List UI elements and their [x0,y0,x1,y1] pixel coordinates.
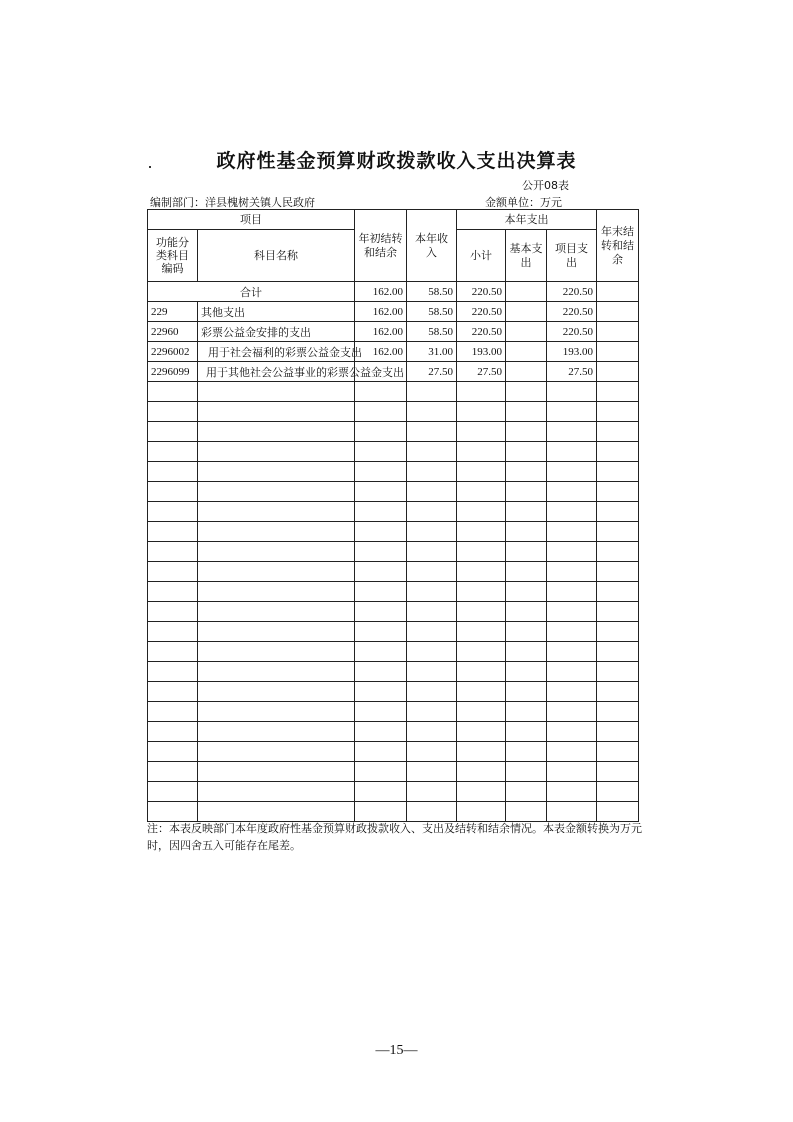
empty-cell [148,682,198,702]
empty-cell [457,662,506,682]
empty-cell [198,462,355,482]
department-label: 编制部门：洋县槐树关镇人民政府 [150,196,315,209]
empty-cell [148,522,198,542]
empty-cell [506,462,547,482]
row-income: 58.50 [407,302,457,322]
total-basic [506,282,547,302]
empty-cell [198,382,355,402]
empty-cell [355,482,407,502]
empty-cell [457,802,506,822]
empty-cell [597,682,639,702]
empty-cell [457,382,506,402]
empty-cell [597,442,639,462]
empty-cell [355,382,407,402]
empty-cell [407,682,457,702]
form-number: 公开08表 [522,179,569,192]
empty-cell [148,802,198,822]
empty-cell [547,482,597,502]
empty-cell [148,562,198,582]
empty-cell [407,442,457,462]
footnote: 注：本表反映部门本年度政府性基金预算财政拨款收入、支出及结转和结余情况。本表金额转换为万元时，因四舍五入可能存在尾差。 [147,822,642,852]
row-basic [506,362,547,382]
header-expense: 本年支出 [457,210,597,230]
empty-cell [198,722,355,742]
empty-cell [597,722,639,742]
empty-cell [355,542,407,562]
empty-cell [198,742,355,762]
header-basic-expense: 基本支出 [506,230,547,282]
empty-cell [355,702,407,722]
empty-cell [597,402,639,422]
empty-cell [148,442,198,462]
empty-cell [198,682,355,702]
empty-cell [547,522,597,542]
empty-cell [506,402,547,422]
empty-cell [547,382,597,402]
empty-cell [198,782,355,802]
empty-cell [148,402,198,422]
total-begin-balance: 162.00 [355,282,407,302]
empty-cell [148,482,198,502]
empty-cell [597,802,639,822]
row-income: 27.50 [407,362,457,382]
total-row [148,282,639,302]
empty-cell [355,582,407,602]
total-income: 58.50 [407,282,457,302]
empty-cell [597,582,639,602]
table-row [148,302,639,322]
empty-cell [547,722,597,742]
empty-cell [148,742,198,762]
empty-cell [355,742,407,762]
empty-cell [355,682,407,702]
empty-cell [407,562,457,582]
row-end [597,322,639,342]
empty-cell [506,622,547,642]
empty-row [148,682,639,702]
empty-row [148,782,639,802]
empty-cell [597,562,639,582]
empty-cell [547,542,597,562]
empty-cell [407,502,457,522]
row-name: 用于其他社会公益事业的彩票公益金支出 [198,362,355,382]
empty-cell [355,662,407,682]
empty-cell [148,782,198,802]
table-row [148,342,639,362]
empty-cell [148,762,198,782]
empty-cell [506,582,547,602]
empty-cell [407,542,457,562]
empty-row [148,662,639,682]
empty-cell [148,462,198,482]
empty-cell [547,802,597,822]
empty-cell [597,702,639,722]
empty-cell [506,802,547,822]
empty-cell [148,422,198,442]
empty-cell [355,442,407,462]
table-row [148,362,639,382]
empty-cell [547,582,597,602]
empty-cell [198,502,355,522]
empty-cell [547,462,597,482]
empty-cell [355,402,407,422]
empty-row [148,762,639,782]
empty-cell [355,602,407,622]
empty-cell [597,762,639,782]
empty-cell [506,762,547,782]
page-title: 政府性基金预算财政拨款收入支出决算表 [216,150,577,172]
empty-cell [597,382,639,402]
empty-cell [597,642,639,662]
empty-cell [355,562,407,582]
empty-row [148,802,639,822]
empty-cell [547,642,597,662]
page-number: —15— [375,1043,418,1058]
header-project: 项目 [148,210,355,230]
row-subtotal: 220.50 [457,322,506,342]
empty-cell [457,462,506,482]
empty-cell [457,402,506,422]
empty-cell [198,402,355,422]
empty-cell [457,622,506,642]
empty-cell [198,442,355,462]
empty-cell [547,762,597,782]
row-income: 58.50 [407,322,457,342]
empty-cell [198,762,355,782]
empty-cell [148,502,198,522]
empty-cell [355,462,407,482]
empty-row [148,482,639,502]
row-name: 用于社会福利的彩票公益金支出 [198,342,355,362]
empty-cell [597,522,639,542]
empty-cell [457,682,506,702]
empty-cell [597,542,639,562]
empty-cell [198,522,355,542]
empty-cell [355,722,407,742]
empty-cell [457,762,506,782]
empty-cell [198,562,355,582]
empty-row [148,522,639,542]
row-code: 22960 [148,322,198,342]
row-code: 2296099 [148,362,198,382]
row-end [597,342,639,362]
total-subtotal: 220.50 [457,282,506,302]
empty-cell [597,422,639,442]
empty-cell [506,502,547,522]
empty-cell [457,502,506,522]
row-begin-balance: 162.00 [355,342,407,362]
empty-cell [597,742,639,762]
budget-table [147,209,639,822]
header-subject-name: 科目名称 [198,230,355,282]
empty-row [148,722,639,742]
empty-cell [198,802,355,822]
empty-cell [457,522,506,542]
row-income: 31.00 [407,342,457,362]
header-end-balance: 年末结转和结余 [597,210,639,282]
empty-cell [198,702,355,722]
empty-cell [506,602,547,622]
row-basic [506,342,547,362]
row-project: 27.50 [547,362,597,382]
empty-cell [407,522,457,542]
empty-cell [597,462,639,482]
empty-cell [506,782,547,802]
empty-cell [506,422,547,442]
row-end [597,362,639,382]
empty-cell [506,562,547,582]
row-code: 229 [148,302,198,322]
empty-cell [407,602,457,622]
empty-cell [407,422,457,442]
empty-cell [457,602,506,622]
empty-cell [457,542,506,562]
empty-cell [457,642,506,662]
empty-cell [355,522,407,542]
empty-cell [597,502,639,522]
empty-cell [597,602,639,622]
empty-cell [355,782,407,802]
header-func-code: 功能分类科目编码 [148,230,198,282]
table-row [148,322,639,342]
empty-cell [198,542,355,562]
empty-cell [506,542,547,562]
row-subtotal: 27.50 [457,362,506,382]
empty-cell [506,522,547,542]
empty-cell [407,802,457,822]
empty-cell [407,722,457,742]
row-code: 2296002 [148,342,198,362]
empty-cell [547,662,597,682]
empty-cell [407,482,457,502]
total-end [597,282,639,302]
empty-cell [407,642,457,662]
row-subtotal: 193.00 [457,342,506,362]
empty-cell [547,402,597,422]
empty-cell [148,602,198,622]
row-begin-balance: 162.00 [355,302,407,322]
empty-cell [148,642,198,662]
empty-row [148,462,639,482]
empty-cell [198,482,355,502]
empty-cell [547,562,597,582]
empty-cell [457,562,506,582]
empty-row [148,702,639,722]
empty-cell [506,442,547,462]
empty-row [148,582,639,602]
empty-row [148,502,639,522]
empty-row [148,602,639,622]
empty-cell [506,382,547,402]
row-basic [506,322,547,342]
total-label: 合计 [148,282,355,302]
empty-cell [597,622,639,642]
total-project: 220.50 [547,282,597,302]
empty-cell [506,482,547,502]
empty-cell [457,442,506,462]
empty-cell [547,442,597,462]
empty-cell [597,782,639,802]
empty-cell [547,742,597,762]
row-basic [506,302,547,322]
empty-cell [148,722,198,742]
empty-cell [148,542,198,562]
empty-cell [597,482,639,502]
header-begin-balance: 年初结转和结余 [355,210,407,282]
empty-cell [198,642,355,662]
empty-cell [506,682,547,702]
empty-row [148,642,639,662]
empty-cell [355,642,407,662]
empty-row [148,382,639,402]
empty-cell [407,762,457,782]
empty-cell [457,482,506,502]
empty-cell [506,702,547,722]
header-income: 本年收入 [407,210,457,282]
empty-cell [506,742,547,762]
empty-cell [198,422,355,442]
empty-cell [407,462,457,482]
empty-cell [547,622,597,642]
row-project: 220.50 [547,302,597,322]
empty-row [148,402,639,422]
empty-cell [547,782,597,802]
empty-row [148,422,639,442]
empty-cell [547,422,597,442]
empty-cell [547,702,597,722]
empty-cell [547,502,597,522]
empty-cell [198,582,355,602]
empty-cell [355,802,407,822]
row-begin-balance: 162.00 [355,322,407,342]
row-subtotal: 220.50 [457,302,506,322]
empty-cell [407,782,457,802]
empty-row [148,742,639,762]
empty-row [148,542,639,562]
empty-cell [547,682,597,702]
empty-cell [355,422,407,442]
empty-cell [407,382,457,402]
empty-cell [457,702,506,722]
empty-cell [355,502,407,522]
empty-cell [506,642,547,662]
row-project: 193.00 [547,342,597,362]
empty-row [148,442,639,462]
row-name: 彩票公益金安排的支出 [198,322,355,342]
empty-cell [148,382,198,402]
empty-cell [148,702,198,722]
empty-cell [407,622,457,642]
empty-cell [457,742,506,762]
empty-cell [148,582,198,602]
row-end [597,302,639,322]
empty-row [148,562,639,582]
empty-cell [148,622,198,642]
unit-label: 金额单位：万元 [485,196,562,209]
empty-cell [457,422,506,442]
empty-cell [506,662,547,682]
row-name: 其他支出 [198,302,355,322]
empty-cell [407,582,457,602]
empty-cell [407,702,457,722]
empty-cell [355,622,407,642]
empty-rows [148,382,639,822]
empty-cell [148,662,198,682]
empty-cell [457,722,506,742]
empty-cell [407,662,457,682]
header-project-expense: 项目支出 [547,230,597,282]
header-subtotal: 小计 [457,230,506,282]
empty-cell [355,762,407,782]
empty-cell [198,622,355,642]
empty-cell [407,402,457,422]
empty-cell [457,782,506,802]
empty-cell [198,602,355,622]
empty-cell [597,662,639,682]
empty-cell [407,742,457,762]
empty-cell [198,662,355,682]
empty-row [148,622,639,642]
empty-cell [547,602,597,622]
empty-cell [506,722,547,742]
empty-cell [457,582,506,602]
row-project: 220.50 [547,322,597,342]
